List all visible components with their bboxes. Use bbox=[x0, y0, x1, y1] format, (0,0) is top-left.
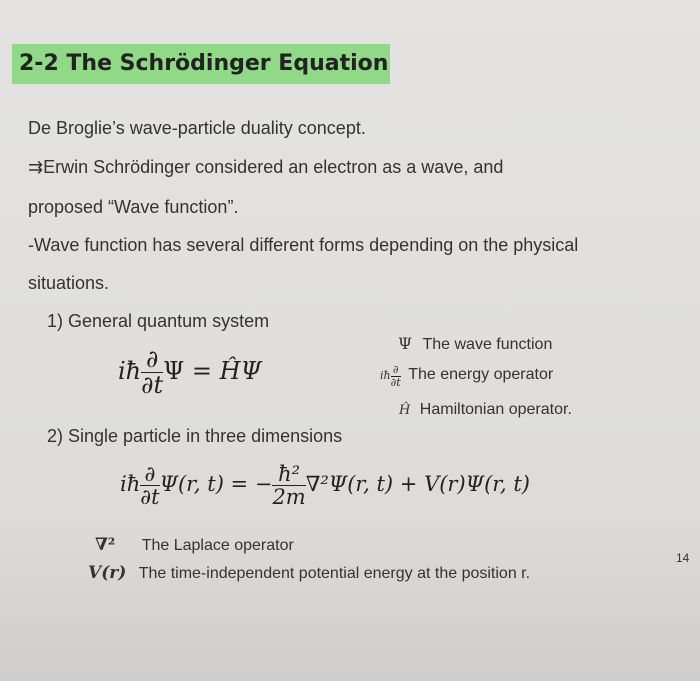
intro-line-5: situations. bbox=[28, 273, 110, 293]
eq1-rhs: ĤΨ bbox=[219, 357, 262, 386]
intro-line-2 bbox=[28, 157, 503, 178]
legend-energy-operator-text: The energy operator bbox=[408, 366, 554, 384]
eq1-d-den: ∂t bbox=[141, 371, 164, 400]
hamiltonian-symbol: Ĥ bbox=[399, 403, 411, 418]
eq1-time-derivative bbox=[141, 347, 163, 398]
eq2-hbar-fraction bbox=[272, 463, 305, 508]
eq1-psi: Ψ bbox=[163, 357, 185, 386]
legend-hamiltonian-text: Hamiltonian operator. bbox=[419, 401, 572, 418]
energy-op-prefix: iħ bbox=[380, 369, 391, 383]
nabla-squared-symbol: ∇² bbox=[95, 535, 116, 555]
intro-line-3: proposed “Wave function”. bbox=[28, 197, 239, 217]
eq1-d-num: ∂ bbox=[141, 347, 163, 373]
legend-hamiltonian bbox=[399, 401, 572, 419]
page-title: 2-2 The Schrödinger Equation bbox=[12, 44, 390, 84]
general-equation bbox=[118, 347, 262, 398]
legend-energy-operator bbox=[380, 364, 553, 388]
section-2-heading: 2) Single particle in three dimensions bbox=[47, 426, 343, 446]
psi-symbol: Ψ bbox=[398, 334, 413, 353]
page-number: 14 bbox=[676, 551, 690, 565]
eq2-time-derivative bbox=[140, 463, 159, 508]
intro-line-2-text: Erwin Schrödinger considered an electron as a wave, and bbox=[43, 157, 504, 177]
intro-line-4: -Wave function has several different forms depending on the physical bbox=[28, 235, 579, 255]
intro-line-1: De Broglie’s wave-particle duality concept. bbox=[28, 118, 366, 138]
energy-op-den: ∂t bbox=[390, 375, 401, 389]
eq2-prefix: iħ bbox=[120, 472, 141, 497]
eq2-h-den: 2m bbox=[272, 485, 306, 510]
eq2-rhs: ∇²Ψ(r, t) + V(r)Ψ(r, t) bbox=[305, 472, 530, 497]
eq2-d-num: ∂ bbox=[140, 463, 159, 486]
double-arrow-icon: ⇉ bbox=[28, 157, 44, 177]
energy-operator-symbol bbox=[380, 363, 404, 389]
eq2-lhs-rest: Ψ(r, t) = − bbox=[159, 472, 273, 497]
section-1-heading: 1) General quantum system bbox=[47, 311, 270, 331]
energy-op-num: ∂ bbox=[391, 364, 401, 377]
eq1-prefix: iħ bbox=[118, 357, 142, 386]
three-d-equation bbox=[120, 463, 530, 508]
legend-laplace-text: The Laplace operator bbox=[141, 537, 294, 554]
legend-wave-function bbox=[398, 334, 552, 354]
eq2-h-num: ħ² bbox=[272, 463, 305, 486]
energy-op-frac bbox=[391, 364, 401, 388]
legend-potential bbox=[88, 563, 530, 583]
legend-laplace bbox=[95, 535, 294, 555]
legend-potential-text: The time-independent potential energy at the position r. bbox=[138, 565, 531, 582]
eq2-d-den: ∂t bbox=[140, 485, 160, 510]
legend-wave-function-text: The wave function bbox=[422, 336, 553, 353]
eq1-equals: = bbox=[191, 357, 212, 386]
potential-symbol: V(r) bbox=[88, 563, 127, 583]
